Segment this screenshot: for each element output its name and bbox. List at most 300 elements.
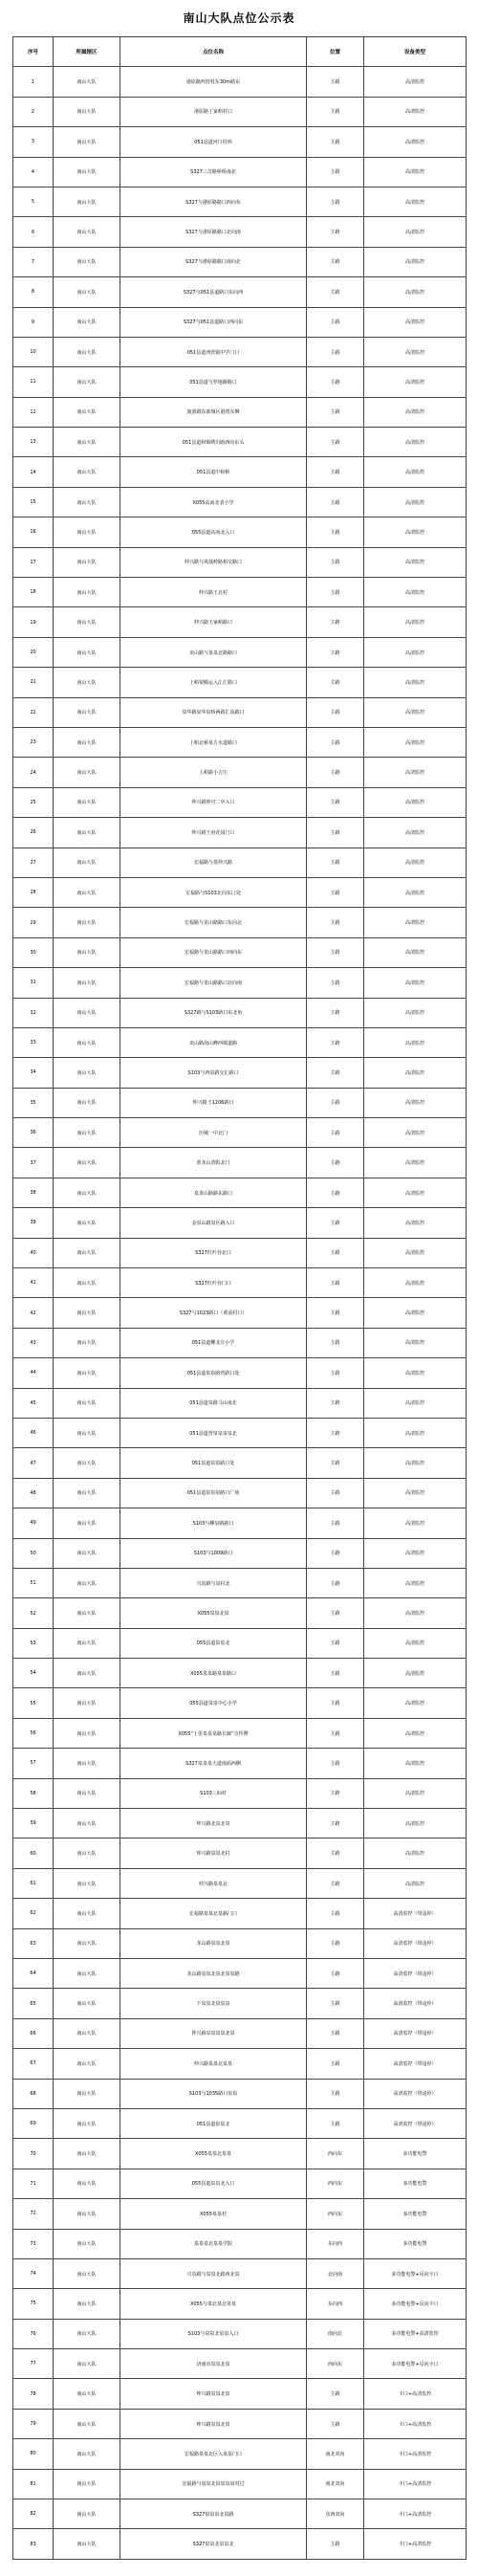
table-row xyxy=(13,457,467,487)
cell-point-name: 宏福路与龙山路路口东向北 xyxy=(120,908,307,937)
cell-device-type: 多功能电警 xyxy=(364,2229,467,2258)
cell-district: 南山大队 xyxy=(54,277,120,307)
cell-index: 60 xyxy=(13,1838,54,1868)
cell-index: 22 xyxy=(13,697,54,727)
cell-point-name: 仲兴路泉泉北村 xyxy=(120,1838,307,1868)
cell-index: 14 xyxy=(13,457,54,487)
cell-point-name: S327泉泉泉北泉路 xyxy=(120,2499,307,2529)
cell-position: 主路 xyxy=(307,1508,364,1538)
cell-position: 主路 xyxy=(307,1418,364,1447)
cell-point-name: 龙山路泉泉北泉 xyxy=(120,1928,307,1958)
cell-index: 53 xyxy=(13,1628,54,1658)
cell-position: 主路 xyxy=(307,1388,364,1418)
table-row xyxy=(13,787,467,817)
cell-point-name: 宏福路与泉泉北泉泉泉泉对过 xyxy=(120,2469,307,2499)
cell-position: 主路 xyxy=(307,1208,364,1238)
cell-position: 主路 xyxy=(307,818,364,848)
cell-index: 18 xyxy=(13,578,54,607)
cell-district: 南山大队 xyxy=(54,1148,120,1178)
cell-device-type: 多功能电警 xyxy=(364,2139,467,2169)
table-row xyxy=(13,968,467,998)
cell-index: 11 xyxy=(13,367,54,397)
cell-device-type: 卡口+高清监控 xyxy=(364,2409,467,2438)
table-row xyxy=(13,217,467,247)
cell-position: 西向东 xyxy=(307,2199,364,2229)
cell-position: 主路 xyxy=(307,307,364,337)
cell-point-name: 仲兴路北泉北泉 xyxy=(120,1809,307,1838)
table-row xyxy=(13,1928,467,1958)
cell-device-type: 多功能电警+反向卡口 xyxy=(364,2349,467,2379)
cell-index: 46 xyxy=(13,1418,54,1447)
table-row xyxy=(13,2439,467,2469)
cell-device-type: 高清监控 xyxy=(364,1208,467,1238)
cell-position: 主路 xyxy=(307,1328,364,1357)
cell-index: 38 xyxy=(13,1178,54,1207)
cell-index: 23 xyxy=(13,727,54,757)
cell-district: 南山大队 xyxy=(54,247,120,276)
cell-point-name: 宏福路泉泉北泉路门口 xyxy=(120,1899,307,1928)
table-row xyxy=(13,2199,467,2229)
cell-device-type: 高清监控 xyxy=(364,1749,467,1778)
cell-district: 南山大队 xyxy=(54,2469,120,2499)
cell-position: 主路 xyxy=(307,1268,364,1298)
cell-point-name: X055泉泉北泉 xyxy=(120,1598,307,1628)
cell-index: 37 xyxy=(13,1148,54,1178)
cell-point-name: 051县道泉泉路营路口处 xyxy=(120,1358,307,1388)
cell-device-type: 高清监控 xyxy=(364,247,467,276)
cell-index: 78 xyxy=(13,2379,54,2409)
cell-device-type: 高清监控 xyxy=(364,1088,467,1117)
cell-index: 19 xyxy=(13,607,54,637)
cell-index: 73 xyxy=(13,2229,54,2258)
table-row xyxy=(13,367,467,397)
table-row xyxy=(13,818,467,848)
cell-district: 南山大队 xyxy=(54,2169,120,2198)
cell-device-type: 高清监控 xyxy=(364,547,467,577)
table-row xyxy=(13,1809,467,1838)
cell-position: 主路 xyxy=(307,848,364,877)
cell-index: 13 xyxy=(13,428,54,457)
table-row xyxy=(13,1989,467,2018)
cell-device-type: 高清监控 xyxy=(364,1358,467,1388)
cell-point-name: X055泉泉村 xyxy=(120,2199,307,2229)
cell-index: 71 xyxy=(13,2169,54,2198)
cell-device-type: 高清监控 xyxy=(364,487,467,517)
cell-index: 7 xyxy=(13,247,54,276)
cell-point-name: 055县道泉泉中心小学 xyxy=(120,1688,307,1718)
cell-index: 61 xyxy=(13,1868,54,1898)
cell-index: 58 xyxy=(13,1778,54,1808)
cell-device-type: 高清监控 xyxy=(364,848,467,877)
cell-device-type: 多功能电警+反向卡口 xyxy=(364,2289,467,2319)
cell-district: 南山大队 xyxy=(54,187,120,216)
cell-device-type: 高清监控 xyxy=(364,217,467,247)
cell-district: 南山大队 xyxy=(54,1868,120,1898)
cell-point-name: S327红叶谷北口 xyxy=(120,1238,307,1267)
cell-district: 南山大队 xyxy=(54,1268,120,1298)
cell-district: 南山大队 xyxy=(54,1928,120,1958)
cell-position: 东向西 xyxy=(307,2229,364,2258)
cell-position: 主路 xyxy=(307,457,364,487)
cell-position: 主路 xyxy=(307,277,364,307)
cell-device-type: 高清监控 xyxy=(364,97,467,126)
cell-device-type: 高清监控 xyxy=(364,428,467,457)
cell-district: 南山大队 xyxy=(54,2349,120,2379)
table-row xyxy=(13,1298,467,1328)
cell-position: 主路 xyxy=(307,67,364,97)
cell-device-type: 高清监控 xyxy=(364,1778,467,1808)
table-row xyxy=(13,2139,467,2169)
cell-index: 9 xyxy=(13,307,54,337)
cell-index: 76 xyxy=(13,2319,54,2348)
cell-device-type: 卡口+高清监控 xyxy=(364,2439,467,2469)
cell-index: 21 xyxy=(13,668,54,697)
cell-device-type: 高清监控 xyxy=(364,367,467,397)
cell-index: 29 xyxy=(13,908,54,937)
cell-point-name: S327红叶谷门口 xyxy=(120,1268,307,1298)
cell-position: 西向东 xyxy=(307,2169,364,2198)
cell-device-type: 高清监控 xyxy=(364,1568,467,1597)
cell-point-name: 051县道和锦绣川路西向东头 xyxy=(120,428,307,457)
table-row xyxy=(13,1659,467,1688)
cell-index: 42 xyxy=(13,1298,54,1328)
table-row xyxy=(13,2379,467,2409)
cell-position: 主路 xyxy=(307,1838,364,1868)
table-row xyxy=(13,1268,467,1298)
cell-device-type: 高清监控 xyxy=(364,1027,467,1057)
cell-device-type: 高清监控 xyxy=(364,1838,467,1868)
table-row xyxy=(13,1718,467,1748)
cell-device-type: 高清监控 xyxy=(364,1268,467,1298)
cell-point-name: S327与1023路口（黄前村口） xyxy=(120,1298,307,1328)
cell-point-name: S327与051县道路口西向东 xyxy=(120,307,307,337)
table-row xyxy=(13,1538,467,1568)
cell-district: 南山大队 xyxy=(54,787,120,817)
cell-position: 主路 xyxy=(307,1809,364,1838)
cell-position: 主路 xyxy=(307,547,364,577)
cell-device-type: 高清监控 xyxy=(364,787,467,817)
table-row xyxy=(13,1328,467,1357)
cell-district: 南山大队 xyxy=(54,2108,120,2138)
cell-index: 34 xyxy=(13,1058,54,1088)
cell-point-name: X055“十里泉泉泉路长廊”宣传牌 xyxy=(120,1718,307,1748)
cell-district: 南山大队 xyxy=(54,67,120,97)
cell-device-type: 卡口+高清监控 xyxy=(364,2529,467,2559)
cell-district: 南山大队 xyxy=(54,1628,120,1658)
cell-position: 主路 xyxy=(307,217,364,247)
cell-device-type: 高清监控 xyxy=(364,1178,467,1207)
cell-index: 68 xyxy=(13,2079,54,2108)
cell-position: 主路 xyxy=(307,517,364,547)
cell-index: 75 xyxy=(13,2289,54,2319)
cell-point-name: 上峪北桥泉方水道路口 xyxy=(120,727,307,757)
cell-point-name: 051县道泉路马山南北 xyxy=(120,1388,307,1418)
cell-index: 8 xyxy=(13,277,54,307)
cell-point-name: 051县道西营镇中学门口 xyxy=(120,337,307,366)
cell-point-name: X055与泉北泉北泉泉 xyxy=(120,2289,307,2319)
cell-index: 63 xyxy=(13,1928,54,1958)
cell-district: 南山大队 xyxy=(54,307,120,337)
cell-district: 南山大队 xyxy=(54,758,120,787)
cell-position: 主路 xyxy=(307,637,364,667)
cell-district: 南山大队 xyxy=(54,877,120,907)
cell-district: 南山大队 xyxy=(54,1238,120,1267)
table-row xyxy=(13,247,467,276)
table-row xyxy=(13,1478,467,1508)
cell-point-name: S327与051县道路口东向西 xyxy=(120,277,307,307)
cell-district: 南山大队 xyxy=(54,578,120,607)
cell-position: 主路 xyxy=(307,1688,364,1718)
cell-district: 南山大队 xyxy=(54,1838,120,1868)
point-table xyxy=(12,36,467,2560)
cell-point-name: 051县道河口村西 xyxy=(120,127,307,157)
cell-district: 南山大队 xyxy=(54,1959,120,1989)
table-row xyxy=(13,67,467,97)
table-row xyxy=(13,1688,467,1718)
cell-point-name: 下泉泉北泉泉泉 xyxy=(120,1989,307,2018)
cell-district: 南山大队 xyxy=(54,727,120,757)
cell-position: 主路 xyxy=(307,2079,364,2108)
table-row xyxy=(13,1899,467,1928)
cell-point-name: 龙山路泉泉北泉北泉泉路 xyxy=(120,1959,307,1989)
cell-point-name: 济南市泉泉北泉 xyxy=(120,2349,307,2379)
cell-point-name: 泉泉泉北泉泉学院 xyxy=(120,2229,307,2258)
cell-position: 主路 xyxy=(307,1298,364,1328)
cell-point-name: S327与港原路路口西向东 xyxy=(120,187,307,216)
cell-index: 15 xyxy=(13,487,54,517)
table-row xyxy=(13,1118,467,1148)
cell-point-name: 兴泉路与泉村北 xyxy=(120,1568,307,1597)
cell-district: 南山大队 xyxy=(54,2499,120,2529)
cell-device-type: 高清监控 xyxy=(364,1718,467,1748)
cell-index: 55 xyxy=(13,1688,54,1718)
cell-device-type: 高清监控（带违停） xyxy=(364,2018,467,2048)
cell-district: 南山大队 xyxy=(54,397,120,427)
cell-point-name: 港原路西营村东30m路东 xyxy=(120,67,307,97)
cell-device-type: 高清监控 xyxy=(364,157,467,187)
cell-point-name: 黄龙山清阳北门 xyxy=(120,1148,307,1178)
cell-device-type: 高清监控 xyxy=(364,877,467,907)
table-row xyxy=(13,187,467,216)
cell-district: 南山大队 xyxy=(54,97,120,126)
cell-position: 主路 xyxy=(307,1928,364,1958)
cell-index: 36 xyxy=(13,1118,54,1148)
cell-device-type: 高清监控 xyxy=(364,67,467,97)
cell-district: 南山大队 xyxy=(54,1989,120,2018)
cell-index: 25 xyxy=(13,787,54,817)
cell-position: 主路 xyxy=(307,1178,364,1207)
cell-device-type: 高清监控 xyxy=(364,1238,467,1267)
table-row xyxy=(13,487,467,517)
cell-index: 6 xyxy=(13,217,54,247)
cell-device-type: 高清监控 xyxy=(364,1659,467,1688)
table-row xyxy=(13,1027,467,1057)
cell-device-type: 高清监控 xyxy=(364,307,467,337)
cell-index: 54 xyxy=(13,1659,54,1688)
cell-index: 31 xyxy=(13,968,54,998)
cell-district: 南山大队 xyxy=(54,457,120,487)
cell-district: 南山大队 xyxy=(54,1568,120,1597)
cell-device-type: 高清监控 xyxy=(364,1538,467,1568)
cell-point-name: S327与港原路路口南向北 xyxy=(120,247,307,276)
cell-device-type: 卡口+高清监控 xyxy=(364,2379,467,2409)
cell-point-name: S103与1035路口泉泉 xyxy=(120,2079,307,2108)
cell-position: 主路 xyxy=(307,1899,364,1928)
cell-index: 62 xyxy=(13,1899,54,1928)
cell-position: 主路 xyxy=(307,937,364,967)
cell-point-name: 051县道柳北庄小学 xyxy=(120,1328,307,1357)
cell-index: 72 xyxy=(13,2199,54,2229)
cell-device-type: 高清监控 xyxy=(364,668,467,697)
cell-position: 北向南 xyxy=(307,2258,364,2288)
cell-position: 主路 xyxy=(307,1778,364,1808)
cell-device-type: 高清监控 xyxy=(364,1508,467,1538)
table-row xyxy=(13,2409,467,2438)
document-title: 南山大队点位公示表 xyxy=(183,11,295,25)
cell-district: 南山大队 xyxy=(54,1027,120,1057)
table-row xyxy=(13,2169,467,2198)
cell-district: 南山大队 xyxy=(54,2199,120,2229)
cell-district: 南山大队 xyxy=(54,2229,120,2258)
cell-device-type: 高清监控 xyxy=(364,637,467,667)
cell-position: 主路 xyxy=(307,697,364,727)
cell-device-type: 高清监控 xyxy=(364,517,467,547)
cell-point-name: 051县道泉泉路口处 xyxy=(120,1448,307,1478)
cell-index: 39 xyxy=(13,1208,54,1238)
header-index: 序号 xyxy=(13,37,54,67)
cell-device-type: 高清监控 xyxy=(364,1298,467,1328)
cell-point-name: S327与港原路路口北向南 xyxy=(120,217,307,247)
cell-position: 主路 xyxy=(307,1358,364,1388)
cell-point-name: 宏福路与龙山路路口北向南 xyxy=(120,968,307,998)
cell-district: 南山大队 xyxy=(54,1778,120,1808)
table-row xyxy=(13,1058,467,1088)
cell-position: 主路 xyxy=(307,607,364,637)
table-row xyxy=(13,1628,467,1658)
cell-district: 南山大队 xyxy=(54,2079,120,2108)
table-row xyxy=(13,578,467,607)
cell-index: 33 xyxy=(13,1027,54,1057)
cell-point-name: X055高而北表小学 xyxy=(120,487,307,517)
table-row xyxy=(13,727,467,757)
header-position: 位置 xyxy=(307,37,364,67)
cell-district: 南山大队 xyxy=(54,2139,120,2169)
cell-device-type: 高清监控（带违停） xyxy=(364,1928,467,1958)
cell-point-name: 055县道泉泉北入口 xyxy=(120,2169,307,2198)
table-row xyxy=(13,1238,467,1267)
cell-index: 3 xyxy=(13,127,54,157)
cell-device-type: 高清监控 xyxy=(364,1688,467,1718)
cell-index: 45 xyxy=(13,1388,54,1418)
cell-device-type: 高清监控 xyxy=(364,578,467,607)
cell-point-name: S327路与S103路口东北角 xyxy=(120,998,307,1027)
cell-district: 南山大队 xyxy=(54,1688,120,1718)
cell-index: 69 xyxy=(13,2108,54,2138)
table-row xyxy=(13,1838,467,1868)
cell-position: 主路 xyxy=(307,1628,364,1658)
table-row xyxy=(13,937,467,967)
cell-index: 83 xyxy=(13,2529,54,2559)
cell-district: 南山大队 xyxy=(54,1118,120,1148)
cell-device-type: 多功能电警+反向卡口 xyxy=(364,2258,467,2288)
cell-point-name: 龙山路与泉泉北路路口 xyxy=(120,637,307,667)
cell-point-name: 051县道泉泉北 xyxy=(120,2108,307,2138)
cell-position: 主路 xyxy=(307,1989,364,2018)
table-row xyxy=(13,1358,467,1388)
cell-point-name: 051县道泉泉泉路口广场 xyxy=(120,1478,307,1508)
cell-index: 64 xyxy=(13,1959,54,1989)
cell-position: 主路 xyxy=(307,1238,364,1267)
table-row xyxy=(13,2469,467,2499)
cell-position: 主路 xyxy=(307,2108,364,2138)
table-row xyxy=(13,2018,467,2048)
cell-position: 主路 xyxy=(307,337,364,366)
table-row xyxy=(13,998,467,1027)
cell-district: 南山大队 xyxy=(54,1478,120,1508)
cell-position: 主路 xyxy=(307,1568,364,1597)
table-row xyxy=(13,1178,467,1207)
cell-point-name: 宏福路泉泉北区入泉泉门口 xyxy=(120,2439,307,2469)
cell-device-type: 高清监控 xyxy=(364,1628,467,1658)
cell-index: 28 xyxy=(13,877,54,907)
cell-district: 南山大队 xyxy=(54,2529,120,2559)
cell-position: 西向东 xyxy=(307,2139,364,2169)
cell-position: 主路 xyxy=(307,998,364,1027)
cell-point-name: 泉华路泉华泉桥两路汇流路口 xyxy=(120,697,307,727)
cell-district: 南山大队 xyxy=(54,1598,120,1628)
cell-index: 74 xyxy=(13,2258,54,2288)
cell-device-type: 高清监控 xyxy=(364,337,467,366)
cell-point-name: S327泉泉北泉泉北 xyxy=(120,2529,307,2559)
cell-point-name: 旅游路东部城区港湾东侧 xyxy=(120,397,307,427)
header-device-type: 设备类型 xyxy=(364,37,467,67)
cell-district: 南山大队 xyxy=(54,1298,120,1328)
table-row xyxy=(13,2319,467,2348)
cell-index: 56 xyxy=(13,1718,54,1748)
cell-point-name: 仲兴路王府花园门口 xyxy=(120,818,307,848)
cell-index: 12 xyxy=(13,397,54,427)
cell-point-name: 历城一中北门 xyxy=(120,1118,307,1148)
cell-district: 南山大队 xyxy=(54,908,120,937)
cell-position: 主路 xyxy=(307,1538,364,1568)
cell-index: 49 xyxy=(13,1508,54,1538)
cell-index: 4 xyxy=(13,157,54,187)
table-body xyxy=(13,67,467,2559)
cell-position: 南北双向 xyxy=(307,2439,364,2469)
cell-point-name: X055泉泉路泉泉路口 xyxy=(120,1659,307,1688)
cell-position: 主路 xyxy=(307,2018,364,2048)
cell-position: 主路 xyxy=(307,1749,364,1778)
cell-district: 南山大队 xyxy=(54,547,120,577)
cell-district: 南山大队 xyxy=(54,668,120,697)
cell-device-type: 卡口+高清监控 xyxy=(364,2469,467,2499)
cell-index: 51 xyxy=(13,1568,54,1597)
cell-device-type: 高清监控（带违停） xyxy=(364,2108,467,2138)
cell-district: 南山大队 xyxy=(54,127,120,157)
cell-index: 5 xyxy=(13,187,54,216)
cell-device-type: 高清监控 xyxy=(364,1328,467,1357)
cell-device-type: 高清监控 xyxy=(364,1478,467,1508)
cell-point-name: 仲兴路泉泉北泉 xyxy=(120,2409,307,2438)
cell-point-name: 仲兴路泉泉北泉 xyxy=(120,2379,307,2409)
table-row xyxy=(13,2499,467,2529)
cell-district: 南山大队 xyxy=(54,217,120,247)
cell-district: 南山大队 xyxy=(54,607,120,637)
cell-point-name: 龙山路南山峰西城道路 xyxy=(120,1027,307,1057)
cell-point-name: 仲兴路泉泉泉泉北泉 xyxy=(120,2018,307,2048)
cell-position: 主路 xyxy=(307,1959,364,1989)
cell-district: 南山大队 xyxy=(54,2409,120,2438)
